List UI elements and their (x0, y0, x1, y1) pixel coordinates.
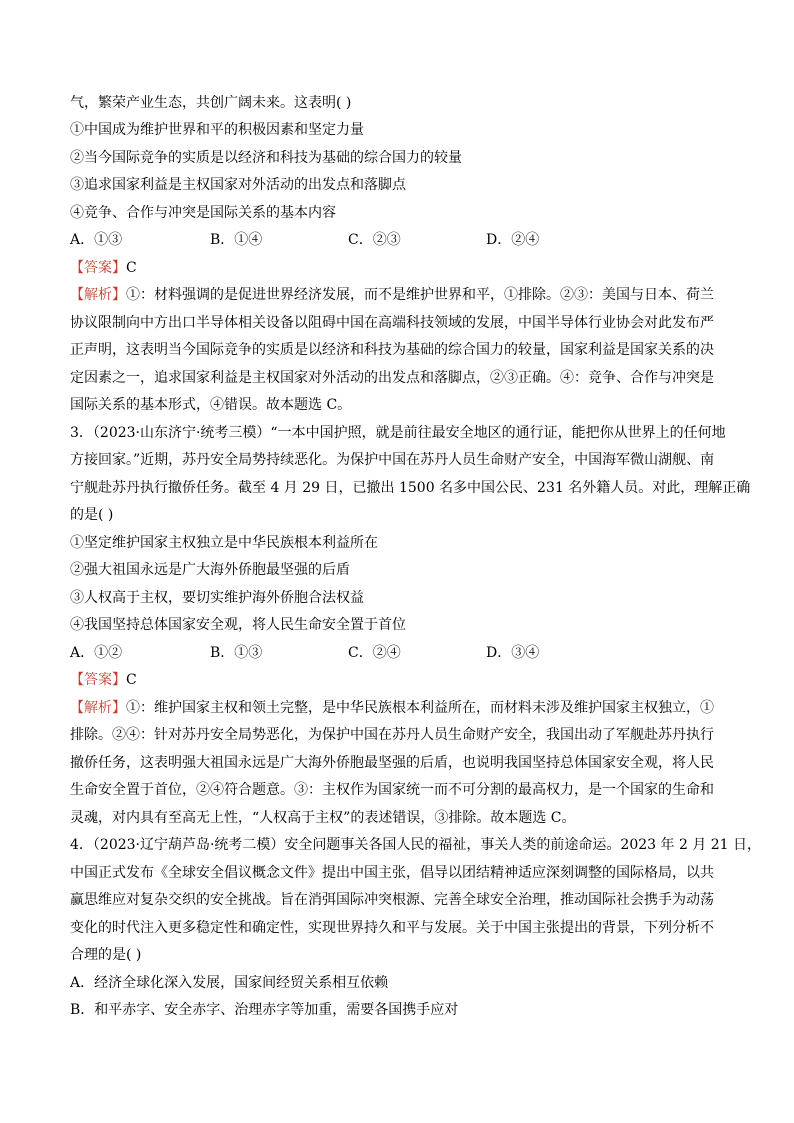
q3-answer-label: 【答案】 (70, 672, 126, 688)
q3-analysis-line-5: 灵魂，对内具有至高无上性，“人权高于主权”的表述错误，③排除。故本题选 C。 (70, 810, 576, 826)
q3-statement-3: ③人权高于主权，要切实维护海外侨胞合法权益 (70, 590, 364, 606)
q2-analysis-label: 【解析】 (70, 287, 126, 303)
q3-option-b: B．①③ (210, 645, 263, 661)
q3-analysis-line-1: 【解析】①：维护国家主权和领土完整，是中华民族根本利益所在，而材料未涉及维护国家主权独立，① (70, 700, 714, 716)
q4-stem-line-5: 合理的是( ) (70, 947, 142, 963)
q3-analysis-line-4: 生命安全置于首位，②④符合题意。③：主权作为国家统一而不可分割的最高权力，是一个国家的生命和 (70, 782, 714, 798)
q2-answer-value: C (126, 260, 137, 276)
q3-stem-line-1: 3．（2023·山东济宁·统考三模）“一本中国护照，就是前往最安全地区的通行证，能把你从世界上的任何地 (70, 425, 726, 441)
q3-option-d: D．③④ (486, 645, 540, 661)
q2-stem-tail: 气，繁荣产业生态，共创广阔未来。这表明( ) (70, 95, 352, 111)
q3-stem-line-2: 方接回家。”近期，苏丹安全局势持续恶化。为保护中国在苏丹人员生命财产安全，中国海军微山湖舰、南 (70, 452, 715, 468)
q3-option-c: C．②④ (348, 645, 401, 661)
q3-statement-1: ①坚定维护国家主权独立是中华民族根本利益所在 (70, 535, 378, 551)
q2-answer (70, 260, 730, 276)
q3-answer (70, 672, 730, 688)
q3-statement-2: ②强大祖国永远是广大海外侨胞最坚强的后盾 (70, 562, 350, 578)
q2-analysis-line-4: 定因素之一，追求国家利益是主权国家对外活动的出发点和落脚点，②③正确。④：竞争、合作与冲突是 (70, 370, 714, 386)
q3-option-a: A．①② (70, 645, 123, 661)
q2-answer-label: 【答案】 (70, 260, 126, 276)
q2-option-b: B．①④ (210, 232, 263, 248)
q2-option-d: D．②④ (486, 232, 540, 248)
q4-option-b: B．和平赤字、安全赤字、治理赤字等加重，需要各国携手应对 (70, 1002, 459, 1018)
q3-stem-line-4: 的是( ) (70, 507, 114, 523)
q2-statement-3: ③追求国家利益是主权国家对外活动的出发点和落脚点 (70, 177, 406, 193)
q2-statement-4: ④竞争、合作与冲突是国际关系的基本内容 (70, 205, 336, 221)
q2-analysis-line-1: 【解析】①：材料强调的是促进世界经济发展，而不是维护世界和平，①排除。②③：美国与日本、荷兰 (70, 287, 714, 303)
q4-stem-line-1: 4．（2023·辽宁葫芦岛·统考二模）安全问题事关各国人民的福祉，事关人类的前途命运。2023 年 2 月 21 日， (70, 837, 762, 853)
q2-option-a: A．①③ (70, 232, 123, 248)
q2-analysis-line-2: 协议限制向中方出口半导体相关设备以阻碍中国在高端科技领域的发展，中国半导体行业协会对此发布严 (70, 315, 714, 331)
q4-stem-line-3: 赢思维应对复杂交织的安全挑战。旨在消弭国际冲突根源、完善全球安全治理，推动国际社会携手为动荡 (70, 892, 714, 908)
q2-statement-1: ①中国成为维护世界和平的积极因素和坚定力量 (70, 122, 364, 138)
q3-stem-line-3: 宁舰赴苏丹执行撤侨任务。截至 4 月 29 日，已撤出 1500 名多中国公民、231 名外籍人员。对此，理解正确 (70, 480, 751, 496)
q4-stem-line-2: 中国正式发布《全球安全倡议概念文件》提出中国主张，倡导以团结精神适应深刻调整的国际格局，以共 (70, 865, 714, 881)
q2-analysis-line-5: 国际关系的基本形式，④错误。故本题选 C。 (70, 397, 352, 413)
q3-analysis-label: 【解析】 (70, 700, 126, 716)
q3-statement-4: ④我国坚持总体国家安全观，将人民生命安全置于首位 (70, 617, 406, 633)
q2-analysis-line-3: 正声明，这表明当今国际竞争的实质是以经济和科技为基础的综合国力的较量，国家利益是国家关系的决 (70, 342, 714, 358)
q3-analysis-line-3: 撤侨任务，这表明强大祖国永远是广大海外侨胞最坚强的后盾，也说明我国坚持总体国家安全观，将人民 (70, 755, 714, 771)
q3-answer-value: C (126, 672, 137, 688)
q4-option-a: A．经济全球化深入发展，国家间经贸关系相互依赖 (70, 975, 389, 991)
q3-analysis-line-2: 排除。②④：针对苏丹安全局势恶化，为保护中国在苏丹人员生命财产安全，我国出动了军舰赴苏丹执行 (70, 727, 714, 743)
q2-option-c: C．②③ (348, 232, 401, 248)
q2-statement-2: ②当今国际竞争的实质是以经济和科技为基础的综合国力的较量 (70, 150, 462, 166)
q4-stem-line-4: 变化的时代注入更多稳定性和确定性，实现世界持久和平与发展。关于中国主张提出的背景，下列分析不 (70, 920, 714, 936)
